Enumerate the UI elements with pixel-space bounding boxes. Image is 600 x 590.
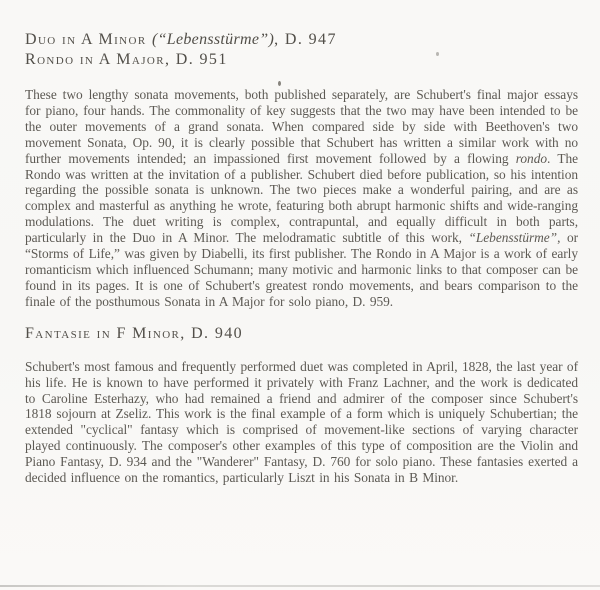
heading-fantasie-in-f-minor: Fantasie in F Minor, D. 940 [25,324,244,342]
scan-artifact-speck [436,52,439,56]
page-bottom-edge [0,585,600,587]
heading-rondo-in-a-major: Rondo in A Major, D. 951 [25,51,228,68]
paragraph-fantasie-notes: Schubert's most famous and frequently performed duet was completed in April, 1828, the last year of his life. He is known to have performed it privately with Franz Lachner, and the work is dedicated to Caroline Esterhazy, who had remained a friend and admirer of the composer since Schubert's 1818 sojourn at Zseliz. This work is the final example of a form which is uniquely Schubertian; the extended "cyclical" fantasy which is comprised of movement-like sections of varying character played continuously. The composer's other examples of this type of composition are the Violin and Piano Fantasy, D. 934 and the "Wanderer" Fantasy, D. 760 for solo piano. These fantasies exerted a decided influence on the romantics, particularly Liszt in his Sonata in B Minor. [25,358,578,486]
liner-notes [25,30,578,486]
work-titles [25,30,578,70]
scan-artifact-speck [278,81,281,86]
heading-duo-in-a-minor: Duo in A Minor (“Lebensstürme”), D. 947 [25,31,337,48]
paragraph-duo-rondo-notes: These two lengthy sonata movements, both published separately, are Schubert's final major essays for piano, four hands. The commonality of key suggests that the two may have been intended to be the outer movements of a grand sonata. When compared side by side with Beethoven's two movement Sonata, Op. 90, it is clearly possible that Schubert has written a similar work with no further movements intended; an impassioned first movement followed by a flowing rondo. The Rondo was written at the invitation of a publisher. Schubert died before publication, so his intention regarding the possible sonata is unknown. The two pieces make a wonderful pairing, and are as complex and masterful as anything he wrote, featuring both abrupt harmonic shifts and wide-ranging modulations. The duet writing is complex, contrapuntal, and equally difficult in both parts, particularly in the Duo in A Minor. The melodramatic subtitle of this work, “Lebensstürme”, or “Storms of Life,” was given by Diabelli, its first publisher. The Rondo in A Major is a work of early romanticism which influenced Schumann; many motivic and harmonic links to that composer can be found in its pages. It is one of Schubert's greatest rondo movements, and bears comparison to the finale of the posthumous Sonata in A Major for solo piano, D. 959. [25,87,578,309]
